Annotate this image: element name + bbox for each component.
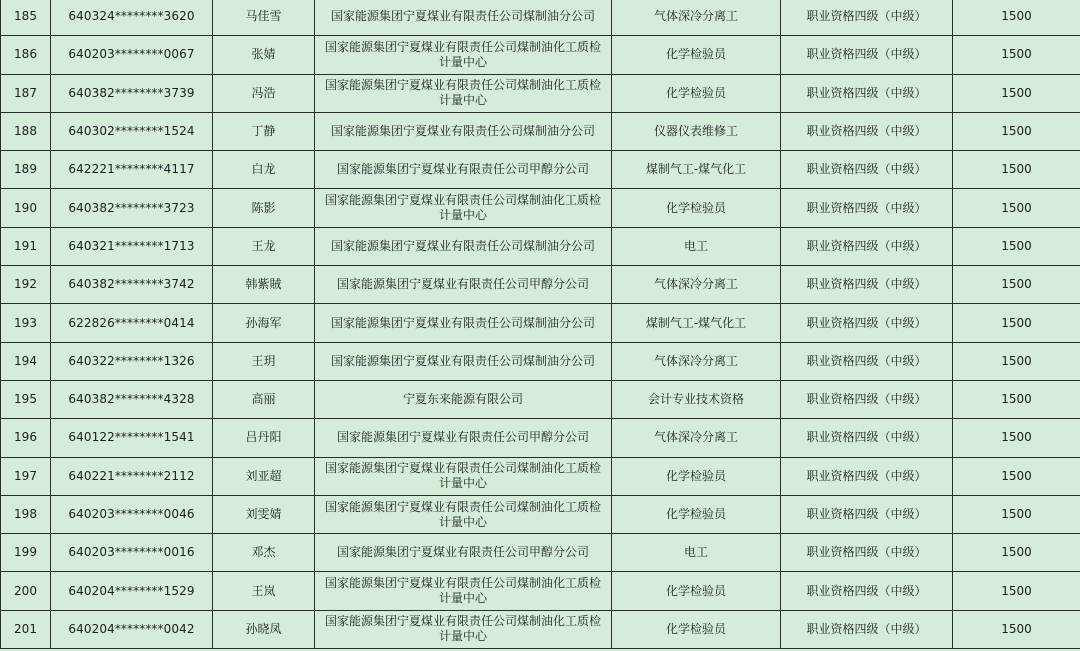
cell-subsidy-amount: 1500 bbox=[953, 380, 1080, 418]
cell-occupation: 化学检验员 bbox=[612, 74, 781, 112]
cell-id-number: 640204********1529 bbox=[51, 572, 213, 610]
table-body bbox=[1, 0, 1080, 649]
cell-occupation: 气体深冷分离工 bbox=[612, 342, 781, 380]
cell-id-number: 640382********3739 bbox=[51, 74, 213, 112]
cell-subsidy-amount: 1500 bbox=[953, 112, 1080, 150]
cell-id-number: 640203********0046 bbox=[51, 495, 213, 533]
cell-id-number: 640382********3723 bbox=[51, 189, 213, 227]
cell-id-number: 640322********1326 bbox=[51, 342, 213, 380]
cell-name: 邓杰 bbox=[213, 534, 315, 572]
cell-subsidy-amount: 1500 bbox=[953, 342, 1080, 380]
cell-name: 王岚 bbox=[213, 572, 315, 610]
cell-id-number: 640203********0067 bbox=[51, 36, 213, 74]
cell-work-unit: 国家能源集团宁夏煤业有限责任公司煤制油化工质检计量中心 bbox=[315, 189, 612, 227]
cell-subsidy-amount: 1500 bbox=[953, 610, 1080, 648]
cell-qualification-level: 职业资格四级（中级） bbox=[781, 457, 953, 495]
cell-occupation: 仪器仪表维修工 bbox=[612, 112, 781, 150]
cell-id-number: 640324********3620 bbox=[51, 0, 213, 36]
cell-id-number: 640382********4328 bbox=[51, 380, 213, 418]
cell-work-unit: 国家能源集团宁夏煤业有限责任公司煤制油化工质检计量中心 bbox=[315, 495, 612, 533]
cell-serial-number: 197 bbox=[1, 457, 51, 495]
cell-work-unit: 国家能源集团宁夏煤业有限责任公司煤制油分公司 bbox=[315, 342, 612, 380]
cell-subsidy-amount: 1500 bbox=[953, 74, 1080, 112]
cell-id-number: 642221********4117 bbox=[51, 151, 213, 189]
cell-subsidy-amount: 1500 bbox=[953, 227, 1080, 265]
table-row bbox=[1, 419, 1080, 457]
cell-qualification-level: 职业资格四级（中级） bbox=[781, 304, 953, 342]
cell-work-unit: 国家能源集团宁夏煤业有限责任公司甲醇分公司 bbox=[315, 534, 612, 572]
cell-qualification-level: 职业资格四级（中级） bbox=[781, 227, 953, 265]
cell-id-number: 640321********1713 bbox=[51, 227, 213, 265]
cell-occupation: 电工 bbox=[612, 227, 781, 265]
cell-work-unit: 国家能源集团宁夏煤业有限责任公司煤制油分公司 bbox=[315, 227, 612, 265]
cell-work-unit: 国家能源集团宁夏煤业有限责任公司煤制油分公司 bbox=[315, 0, 612, 36]
cell-id-number: 622826********0414 bbox=[51, 304, 213, 342]
cell-qualification-level: 职业资格四级（中级） bbox=[781, 36, 953, 74]
cell-work-unit: 国家能源集团宁夏煤业有限责任公司甲醇分公司 bbox=[315, 266, 612, 304]
table-row bbox=[1, 304, 1080, 342]
cell-name: 冯浩 bbox=[213, 74, 315, 112]
cell-name: 刘雯婧 bbox=[213, 495, 315, 533]
cell-serial-number: 186 bbox=[1, 36, 51, 74]
cell-name: 刘亚超 bbox=[213, 457, 315, 495]
cell-work-unit: 国家能源集团宁夏煤业有限责任公司煤制油化工质检计量中心 bbox=[315, 610, 612, 648]
cell-name: 孙晓凤 bbox=[213, 610, 315, 648]
cell-serial-number: 191 bbox=[1, 227, 51, 265]
cell-qualification-level: 职业资格四级（中级） bbox=[781, 495, 953, 533]
cell-subsidy-amount: 1500 bbox=[953, 0, 1080, 36]
table-row bbox=[1, 189, 1080, 227]
cell-name: 马佳雪 bbox=[213, 0, 315, 36]
cell-work-unit: 国家能源集团宁夏煤业有限责任公司煤制油分公司 bbox=[315, 304, 612, 342]
cell-occupation: 化学检验员 bbox=[612, 572, 781, 610]
cell-name: 王龙 bbox=[213, 227, 315, 265]
cell-work-unit: 国家能源集团宁夏煤业有限责任公司煤制油分公司 bbox=[315, 112, 612, 150]
table-row bbox=[1, 457, 1080, 495]
cell-qualification-level: 职业资格四级（中级） bbox=[781, 419, 953, 457]
cell-serial-number: 187 bbox=[1, 74, 51, 112]
cell-serial-number: 196 bbox=[1, 419, 51, 457]
cell-id-number: 640122********1541 bbox=[51, 419, 213, 457]
cell-occupation: 化学检验员 bbox=[612, 495, 781, 533]
cell-name: 吕丹阳 bbox=[213, 419, 315, 457]
cell-qualification-level: 职业资格四级（中级） bbox=[781, 0, 953, 36]
cell-subsidy-amount: 1500 bbox=[953, 457, 1080, 495]
cell-occupation: 会计专业技术资格 bbox=[612, 380, 781, 418]
cell-serial-number: 200 bbox=[1, 572, 51, 610]
cell-occupation: 煤制气工-煤气化工 bbox=[612, 304, 781, 342]
cell-id-number: 640221********2112 bbox=[51, 457, 213, 495]
cell-work-unit: 国家能源集团宁夏煤业有限责任公司甲醇分公司 bbox=[315, 151, 612, 189]
cell-serial-number: 185 bbox=[1, 0, 51, 36]
cell-qualification-level: 职业资格四级（中级） bbox=[781, 342, 953, 380]
cell-subsidy-amount: 1500 bbox=[953, 36, 1080, 74]
table-row bbox=[1, 572, 1080, 610]
cell-work-unit: 国家能源集团宁夏煤业有限责任公司煤制油化工质检计量中心 bbox=[315, 457, 612, 495]
cell-occupation: 煤制气工-煤气化工 bbox=[612, 151, 781, 189]
cell-subsidy-amount: 1500 bbox=[953, 151, 1080, 189]
cell-occupation: 气体深冷分离工 bbox=[612, 419, 781, 457]
cell-occupation: 化学检验员 bbox=[612, 610, 781, 648]
cell-serial-number: 189 bbox=[1, 151, 51, 189]
table-row bbox=[1, 495, 1080, 533]
cell-id-number: 640382********3742 bbox=[51, 266, 213, 304]
table-row bbox=[1, 534, 1080, 572]
cell-work-unit: 国家能源集团宁夏煤业有限责任公司煤制油化工质检计量中心 bbox=[315, 36, 612, 74]
cell-name: 张婧 bbox=[213, 36, 315, 74]
cell-subsidy-amount: 1500 bbox=[953, 189, 1080, 227]
cell-qualification-level: 职业资格四级（中级） bbox=[781, 151, 953, 189]
cell-id-number: 640302********1524 bbox=[51, 112, 213, 150]
cell-qualification-level: 职业资格四级（中级） bbox=[781, 534, 953, 572]
cell-name: 王玥 bbox=[213, 342, 315, 380]
cell-name: 丁静 bbox=[213, 112, 315, 150]
cell-serial-number: 195 bbox=[1, 380, 51, 418]
cell-serial-number: 193 bbox=[1, 304, 51, 342]
table-row bbox=[1, 151, 1080, 189]
cell-subsidy-amount: 1500 bbox=[953, 266, 1080, 304]
cell-occupation: 化学检验员 bbox=[612, 189, 781, 227]
cell-work-unit: 国家能源集团宁夏煤业有限责任公司煤制油化工质检计量中心 bbox=[315, 74, 612, 112]
cell-qualification-level: 职业资格四级（中级） bbox=[781, 572, 953, 610]
cell-serial-number: 188 bbox=[1, 112, 51, 150]
cell-serial-number: 192 bbox=[1, 266, 51, 304]
table-row bbox=[1, 227, 1080, 265]
table-row bbox=[1, 36, 1080, 74]
cell-qualification-level: 职业资格四级（中级） bbox=[781, 380, 953, 418]
cell-work-unit: 国家能源集团宁夏煤业有限责任公司甲醇分公司 bbox=[315, 419, 612, 457]
cell-serial-number: 201 bbox=[1, 610, 51, 648]
cell-id-number: 640203********0016 bbox=[51, 534, 213, 572]
cell-qualification-level: 职业资格四级（中级） bbox=[781, 266, 953, 304]
cell-subsidy-amount: 1500 bbox=[953, 304, 1080, 342]
cell-work-unit: 宁夏东来能源有限公司 bbox=[315, 380, 612, 418]
cell-name: 韩紫賊 bbox=[213, 266, 315, 304]
cell-serial-number: 190 bbox=[1, 189, 51, 227]
cell-id-number: 640204********0042 bbox=[51, 610, 213, 648]
cell-occupation: 化学检验员 bbox=[612, 36, 781, 74]
cell-subsidy-amount: 1500 bbox=[953, 419, 1080, 457]
cell-qualification-level: 职业资格四级（中级） bbox=[781, 610, 953, 648]
cell-qualification-level: 职业资格四级（中级） bbox=[781, 112, 953, 150]
cell-subsidy-amount: 1500 bbox=[953, 534, 1080, 572]
cell-qualification-level: 职业资格四级（中级） bbox=[781, 74, 953, 112]
cell-name: 陈影 bbox=[213, 189, 315, 227]
cell-occupation: 化学检验员 bbox=[612, 457, 781, 495]
table-row bbox=[1, 266, 1080, 304]
cell-serial-number: 199 bbox=[1, 534, 51, 572]
cell-work-unit: 国家能源集团宁夏煤业有限责任公司煤制油化工质检计量中心 bbox=[315, 572, 612, 610]
cell-occupation: 气体深冷分离工 bbox=[612, 0, 781, 36]
cell-qualification-level: 职业资格四级（中级） bbox=[781, 189, 953, 227]
cell-subsidy-amount: 1500 bbox=[953, 495, 1080, 533]
table-row bbox=[1, 342, 1080, 380]
cell-name: 孙海军 bbox=[213, 304, 315, 342]
table-row bbox=[1, 112, 1080, 150]
cell-name: 高丽 bbox=[213, 380, 315, 418]
cell-serial-number: 198 bbox=[1, 495, 51, 533]
cell-subsidy-amount: 1500 bbox=[953, 572, 1080, 610]
cell-occupation: 气体深冷分离工 bbox=[612, 266, 781, 304]
table-row bbox=[1, 0, 1080, 36]
table-row bbox=[1, 380, 1080, 418]
cell-serial-number: 194 bbox=[1, 342, 51, 380]
cell-occupation: 电工 bbox=[612, 534, 781, 572]
cell-name: 白龙 bbox=[213, 151, 315, 189]
table-row bbox=[1, 610, 1080, 648]
table-row bbox=[1, 74, 1080, 112]
